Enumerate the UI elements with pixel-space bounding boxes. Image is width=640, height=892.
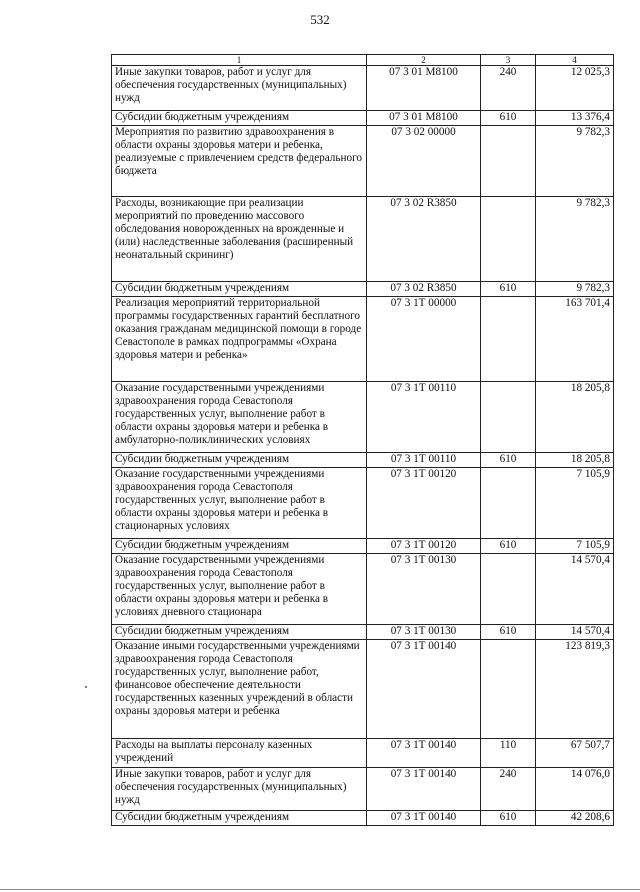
cell-type bbox=[481, 197, 536, 282]
cell-type: 610 bbox=[481, 625, 536, 640]
cell-amount: 42 208,6 bbox=[536, 811, 614, 826]
cell-type: 240 bbox=[481, 66, 536, 111]
header-col-2: 2 bbox=[367, 55, 481, 66]
cell-amount: 7 105,9 bbox=[536, 468, 614, 539]
table-row bbox=[112, 66, 614, 111]
budget-table bbox=[111, 54, 614, 826]
header-col-4: 4 bbox=[536, 55, 614, 66]
cell-amount: 18 205,8 bbox=[536, 453, 614, 468]
page-number: 532 bbox=[310, 12, 330, 27]
cell-amount: 9 782,3 bbox=[536, 197, 614, 282]
cell-code: 07 3 1Т 00140 bbox=[367, 768, 481, 811]
cell-amount: 13 376,4 bbox=[536, 111, 614, 126]
cell-name: Оказание государственными учреждениями здравоохранения города Севастополя государственных услуг, выполнение работ в области охраны здоровья матери и ребенка в условиях дневного стационара bbox=[112, 554, 367, 625]
cell-amount: 123 819,3 bbox=[536, 640, 614, 739]
cell-name: Субсидии бюджетным учреждениям bbox=[112, 811, 367, 826]
table-row bbox=[112, 282, 614, 297]
cell-name: Субсидии бюджетным учреждениям bbox=[112, 539, 367, 554]
table-row bbox=[112, 554, 614, 625]
cell-code: 07 3 02 R3850 bbox=[367, 282, 481, 297]
cell-code: 07 3 01 M8100 bbox=[367, 66, 481, 111]
cell-code: 07 3 1Т 00140 bbox=[367, 739, 481, 768]
cell-name: Расходы, возникающие при реализации мероприятий по проведению массового обследования новорожденных на врожденные и (или) наследственные заболевания (расширенный неонатальный скрининг) bbox=[112, 197, 367, 282]
cell-amount: 12 025,3 bbox=[536, 66, 614, 111]
cell-name: Субсидии бюджетным учреждениям bbox=[112, 625, 367, 640]
header-col-1: 1 bbox=[112, 55, 367, 66]
cell-amount: 18 205,8 bbox=[536, 382, 614, 453]
cell-amount: 163 701,4 bbox=[536, 297, 614, 382]
cell-type: 610 bbox=[481, 811, 536, 826]
table-row bbox=[112, 539, 614, 554]
table-row bbox=[112, 453, 614, 468]
cell-type: 610 bbox=[481, 111, 536, 126]
cell-code: 07 3 02 R3850 bbox=[367, 197, 481, 282]
cell-code: 07 3 1Т 00120 bbox=[367, 468, 481, 539]
cell-type bbox=[481, 554, 536, 625]
cell-code: 07 3 1Т 00130 bbox=[367, 554, 481, 625]
header-col-3: 3 bbox=[481, 55, 536, 66]
table-row bbox=[112, 739, 614, 768]
table-row bbox=[112, 126, 614, 197]
cell-amount: 9 782,3 bbox=[536, 282, 614, 297]
cell-code: 07 3 1Т 00110 bbox=[367, 382, 481, 453]
cell-code: 07 3 1Т 00140 bbox=[367, 640, 481, 739]
cell-name: Оказание государственными учреждениями здравоохранения города Севастополя государственных услуг, выполнение работ в области охраны здоровья матери и ребенка в амбулаторно-поликлинических условиях bbox=[112, 382, 367, 453]
table-row bbox=[112, 640, 614, 739]
table-row bbox=[112, 111, 614, 126]
cell-code: 07 3 1Т 00140 bbox=[367, 811, 481, 826]
cell-code: 07 3 1Т 00130 bbox=[367, 625, 481, 640]
table-row bbox=[112, 197, 614, 282]
cell-name: Мероприятия по развитию здравоохранения в области охраны здоровья матери и ребенка, реализуемые с привлечением средств федерального бюджета bbox=[112, 126, 367, 197]
table-row bbox=[112, 297, 614, 382]
cell-amount: 9 782,3 bbox=[536, 126, 614, 197]
cell-amount: 14 076,0 bbox=[536, 768, 614, 811]
cell-amount: 14 570,4 bbox=[536, 625, 614, 640]
header-row bbox=[112, 55, 614, 66]
cell-type: 610 bbox=[481, 539, 536, 554]
cell-amount: 14 570,4 bbox=[536, 554, 614, 625]
table-body bbox=[112, 66, 614, 826]
cell-name: Оказание государственными учреждениями здравоохранения города Севастополя государственных услуг, выполнение работ в области охраны здоровья матери и ребенка в стационарных условиях bbox=[112, 468, 367, 539]
cell-name: Оказание иными государственными учреждениями здравоохранения города Севастополя государственных услуг, выполнение работ, финансовое обеспечение деятельности государственных казенных учреждений в области охраны здоровья матери и ребенка bbox=[112, 640, 367, 739]
table-row bbox=[112, 382, 614, 453]
cell-code: 07 3 02 00000 bbox=[367, 126, 481, 197]
cell-type bbox=[481, 382, 536, 453]
cell-name: Субсидии бюджетным учреждениям bbox=[112, 282, 367, 297]
cell-name: Иные закупки товаров, работ и услуг для обеспечения государственных (муниципальных) нужд bbox=[112, 66, 367, 111]
table-row bbox=[112, 625, 614, 640]
cell-name: Субсидии бюджетным учреждениям bbox=[112, 453, 367, 468]
cell-type bbox=[481, 126, 536, 197]
cell-name: Расходы на выплаты персоналу казенных учреждений bbox=[112, 739, 367, 768]
table-row bbox=[112, 811, 614, 826]
cell-amount: 7 105,9 bbox=[536, 539, 614, 554]
cell-name: Реализация мероприятий территориальной программы государственных гарантий бесплатного оказания гражданам медицинской помощи в городе Севастополе в рамках подпрограммы «Охрана здоровья матери и ребенка» bbox=[112, 297, 367, 382]
table-header bbox=[112, 55, 614, 66]
page-bottom-edge bbox=[0, 889, 640, 890]
cell-code: 07 3 1Т 00110 bbox=[367, 453, 481, 468]
cell-type: 110 bbox=[481, 739, 536, 768]
cell-type bbox=[481, 468, 536, 539]
cell-type: 610 bbox=[481, 453, 536, 468]
cell-name: Субсидии бюджетным учреждениям bbox=[112, 111, 367, 126]
cell-amount: 67 507,7 bbox=[536, 739, 614, 768]
table-row bbox=[112, 468, 614, 539]
cell-name: Иные закупки товаров, работ и услуг для обеспечения государственных (муниципальных) нужд bbox=[112, 768, 367, 811]
cell-code: 07 3 01 M8100 bbox=[367, 111, 481, 126]
cell-type: 240 bbox=[481, 768, 536, 811]
cell-type bbox=[481, 640, 536, 739]
scan-dot bbox=[85, 686, 87, 688]
cell-code: 07 3 1Т 00000 bbox=[367, 297, 481, 382]
table-row bbox=[112, 768, 614, 811]
cell-type bbox=[481, 297, 536, 382]
cell-code: 07 3 1Т 00120 bbox=[367, 539, 481, 554]
cell-type: 610 bbox=[481, 282, 536, 297]
